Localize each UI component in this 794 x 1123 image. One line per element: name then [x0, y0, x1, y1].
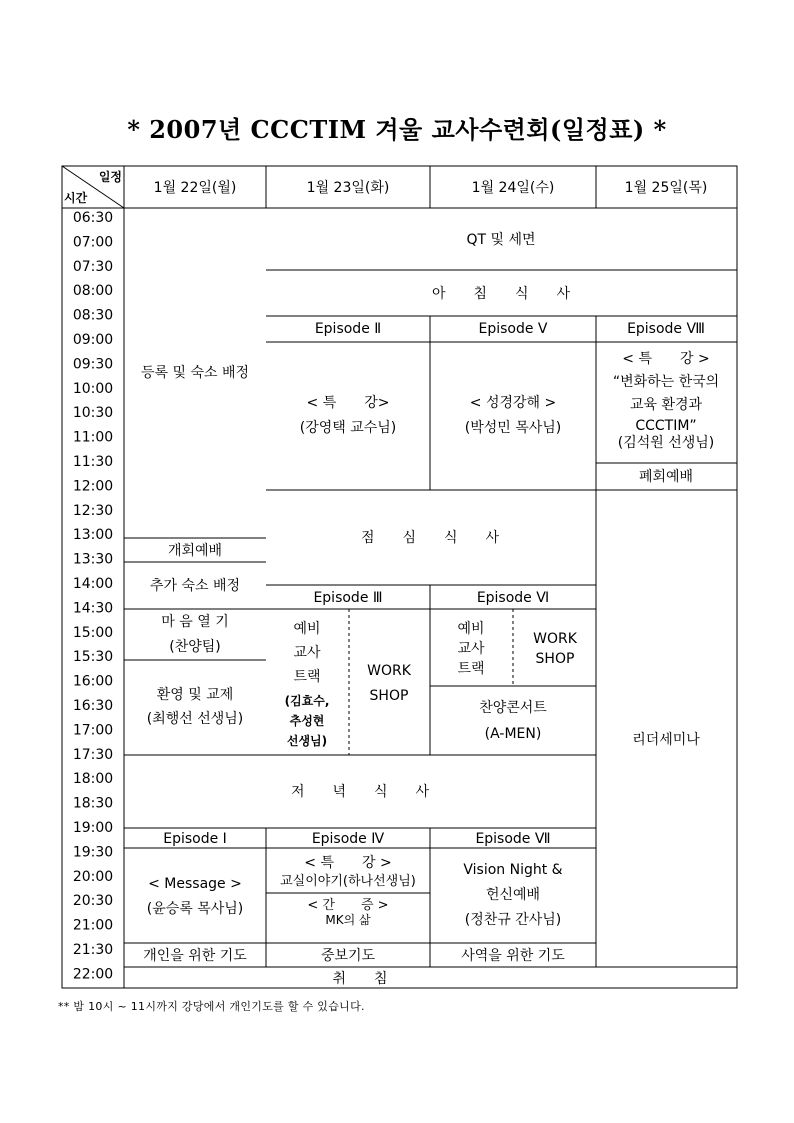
- time-label: 11:30: [72, 454, 114, 470]
- time-label: 11:00: [72, 429, 114, 446]
- welcome-speaker: (최행선 선생님): [146, 711, 244, 727]
- day-header-4: 1월 25일(목): [624, 180, 708, 196]
- time-label: 22:00: [72, 966, 114, 983]
- time-label: 21:30: [72, 942, 114, 958]
- time-label: 15:00: [72, 624, 114, 641]
- episode-3: Episode Ⅲ: [313, 590, 383, 606]
- time-labels: [73, 210, 113, 982]
- vision-night-line2: 헌신예배: [485, 887, 541, 903]
- day-header-1: 1월 22일(월): [153, 180, 237, 196]
- episode-8: Episode Ⅷ: [627, 321, 705, 337]
- episode-7: Episode Ⅶ: [475, 831, 551, 847]
- praise-team-label: (찬양팀): [169, 639, 221, 655]
- extra-room-event: 추가 숙소 배정: [149, 578, 241, 594]
- open-heart-event: 마 음 열 기: [161, 614, 229, 630]
- corner-label-bottom: 시간: [64, 191, 88, 205]
- special-lecture-line3: CCCTIM”: [635, 418, 697, 434]
- time-label: 09:00: [72, 332, 114, 348]
- bible-study-event: < 성경강해 >: [469, 395, 557, 411]
- time-label: 09:30: [72, 356, 114, 373]
- tuesday-track-names-3: 선생님): [286, 734, 328, 748]
- wednesday-track-line3: 트랙: [457, 661, 485, 677]
- time-label: 13:30: [72, 551, 114, 568]
- personal-prayer-event: 개인을 위한 기도: [143, 948, 247, 964]
- table-frame: [62, 166, 737, 988]
- dinner-event: 저 녁 식 사: [290, 784, 430, 800]
- time-label: 14:00: [72, 576, 114, 592]
- time-label: 18:30: [72, 795, 114, 812]
- time-label: 13:00: [72, 527, 114, 544]
- time-label: 19:00: [72, 820, 114, 836]
- time-label: 14:30: [72, 600, 114, 617]
- message-event: < Message >: [148, 876, 242, 892]
- wednesday-workshop-line1: WORK: [533, 631, 577, 647]
- intercession-event: 중보기도: [320, 948, 376, 964]
- registration-event: 등록 및 숙소 배정: [140, 365, 250, 381]
- time-label: 20:30: [72, 893, 114, 910]
- time-label: 16:30: [72, 698, 114, 714]
- day-header-3: 1월 24일(수): [471, 180, 555, 196]
- time-label: 12:00: [72, 478, 114, 495]
- episode-1: Episode Ⅰ: [163, 831, 227, 847]
- tuesday-track-names-2: 추성현: [289, 714, 325, 728]
- special-lecture-label: < 특 강 >: [622, 351, 710, 367]
- talk-text: 교실이야기(하나선생님): [280, 874, 416, 889]
- episode-4: Episode Ⅳ: [311, 831, 385, 847]
- time-label: 17:30: [72, 746, 114, 763]
- leader-seminar-event: 리더세미나: [632, 732, 700, 748]
- time-label: 16:00: [72, 673, 114, 690]
- lecture-event: < 특 강>: [306, 395, 390, 411]
- message-speaker: (윤승록 목사님): [146, 901, 244, 917]
- time-label: 10:00: [72, 380, 114, 397]
- testimony-text: MK의 삶: [325, 913, 371, 927]
- special-lecture-line1: “변화하는 한국의: [612, 374, 720, 390]
- breakfast-event: 아 침 식 사: [431, 286, 571, 302]
- praise-concert-band: (A-MEN): [484, 726, 542, 742]
- time-label: 06:30: [72, 210, 114, 226]
- welcome-event: 환영 및 교제: [156, 687, 234, 703]
- special-lecture-speaker: (김석원 선생님): [617, 435, 715, 451]
- tuesday-workshop-line2: SHOP: [369, 688, 409, 704]
- time-label: 08:30: [72, 307, 114, 324]
- lecture-speaker: (강영택 교수님): [299, 420, 397, 436]
- day-header-2: 1월 23일(화): [306, 180, 390, 196]
- vision-night-speaker: (정찬규 간사님): [464, 912, 562, 928]
- qt-event: QT 및 세면: [466, 232, 536, 248]
- vision-night-line1: Vision Night &: [463, 862, 563, 878]
- bible-study-speaker: (박성민 목사님): [464, 420, 562, 436]
- time-label: 18:00: [72, 771, 114, 788]
- episode-2: Episode Ⅱ: [314, 321, 382, 337]
- wednesday-track-line1: 예비: [457, 621, 485, 637]
- time-label: 08:00: [72, 283, 114, 300]
- time-label: 19:30: [72, 844, 114, 861]
- opening-worship-event: 개회예배: [167, 543, 223, 559]
- wednesday-workshop-line2: SHOP: [535, 651, 575, 667]
- time-label: 15:30: [72, 649, 114, 666]
- time-label: 17:00: [72, 722, 114, 739]
- episode-6: Episode Ⅵ: [476, 590, 550, 606]
- time-label: 21:00: [72, 917, 114, 934]
- corner-label-top: 일정: [98, 170, 122, 184]
- ministry-prayer-event: 사역을 위한 기도: [461, 948, 565, 964]
- time-label: 20:00: [72, 868, 114, 885]
- time-label: 12:30: [72, 502, 114, 519]
- wednesday-track-line2: 교사: [457, 641, 485, 657]
- sleep-event: 취 침: [332, 971, 388, 987]
- tuesday-workshop-line1: WORK: [367, 663, 411, 679]
- tuesday-track-names-1: (김효수,: [284, 694, 330, 708]
- tuesday-track-line3: 트랙: [293, 669, 321, 685]
- page-title: * 2007년 CCCTIM 겨울 교사수련회(일정표) *: [127, 115, 667, 144]
- time-label: 07:30: [72, 258, 114, 275]
- testimony-label: < 간 증 >: [307, 898, 389, 913]
- talk-label: < 특 강 >: [304, 855, 392, 871]
- episode-5: Episode Ⅴ: [478, 321, 548, 337]
- praise-concert-event: 찬양콘서트: [479, 700, 547, 716]
- tuesday-track-line1: 예비: [293, 621, 321, 637]
- time-label: 07:00: [72, 234, 114, 251]
- tuesday-track-line2: 교사: [293, 645, 321, 661]
- special-lecture-line2: 교육 환경과: [629, 397, 703, 413]
- closing-worship-event: 폐회예배: [638, 469, 694, 485]
- footnote: ** 밤 10시 ~ 11시까지 강당에서 개인기도를 할 수 있습니다.: [58, 1000, 365, 1013]
- time-label: 10:30: [72, 405, 114, 422]
- lunch-event: 점 심 식 사: [360, 530, 500, 546]
